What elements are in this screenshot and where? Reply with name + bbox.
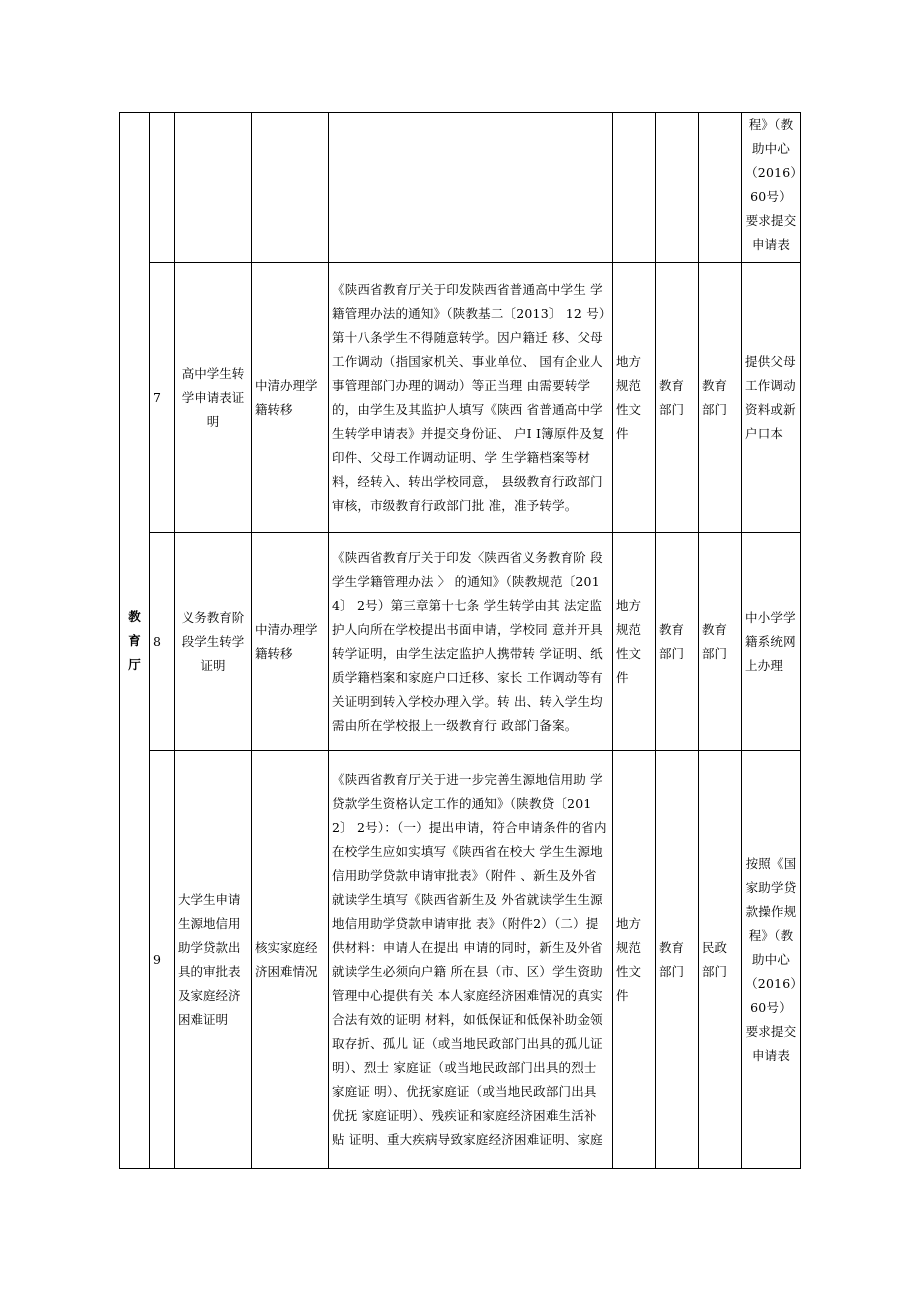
table-row	[120, 751, 801, 1169]
department-cell	[120, 113, 150, 1169]
legal-basis: 《陕西省教育厅关于印发〈陕西省义务教育阶 段学生学籍管理办法 〉 的通知》（陕教规范〔2014〕 2号）第三章第十七条 学生转学由其 法定监护人向所在学校提出书面申请，学校同 意并开具转学证明，由学生法定监护人携带转 学证明、纸质学籍档案和家庭户口迁移、家长 工作调动等有关证明到转入学校办理入学。转 出、转入学生均需由所在学校报上一级教育行 政部门备案。	[329, 533, 613, 751]
certificate-name	[175, 113, 252, 263]
note-cell: 提供父母工作调动资料或新户口本	[742, 263, 801, 533]
verifier-cell	[699, 113, 742, 263]
row-number	[150, 113, 175, 263]
purpose-cell: 中清办理学籍转移	[252, 533, 329, 751]
certificate-table	[119, 112, 801, 1169]
table-row	[120, 113, 801, 263]
purpose-cell	[252, 113, 329, 263]
legal-basis: 《陕西省教育厅关于印发陕西省普通高中学生 学籍管理办法的通知》（陕教基二〔2013〕 12 号）第十八条学生不得随意转学。因户籍迁 移、父母工作调动（指国家机关、事业单位、 国有企业人事管理部门办理的调动）等正当理 由需要转学的，由学生及其监护人填写《陕西 省普通高中学生转学申请表》并提交身份证、 户I I簿原件及复印件、父母工作调动证明、学 生学籍档案等材料，经转入、转出学校同意， 县级教育行政部门审核，市级教育行政部门批 准，准予转学。	[329, 263, 613, 533]
purpose-cell: 核实家庭经济困难情况	[252, 751, 329, 1169]
purpose-cell: 中清办理学籍转移	[252, 263, 329, 533]
certificate-name: 高中学生转学申请表证明	[175, 263, 252, 533]
basis-level: 地方规范性文件	[613, 263, 656, 533]
note-cell: 程》（教助中心（2016）60号）要求提交申请表	[742, 113, 801, 263]
legal-basis: 《陕西省教育厅关于进一步完善生源地信用助 学贷款学生资格认定工作的通知》（陕教贷〔2012〕 2号）：（一）提出申请，符合申请条件的省内在校学生应如实填写《陕西省在校大 学生生源地信用助学贷款申请审批表》（附件 、新生及外省就读学生填写《陕西省新生及 外省就读学生生源地信用助学贷款申请审批 表》（附件2）（二）提供材料：申请人在提出 申请的同时，新生及外省就读学生必须向户籍 所在县（市、区）学生资助管理中心提供有关 本人家庭经济困难情况的真实合法有效的证明 材料，如低保证和低保补助金领取存折、孤儿 证（或当地民政部门出具的孤儿证明）、烈士 家庭证（或当地民政部门出具的烈士家庭证 明）、优抚家庭证（或当地民政部门出具优抚 家庭证明）、残疾证和家庭经济困难生活补贴 证明、重大疾病导致家庭经济困难证明、家庭	[329, 751, 613, 1169]
basis-level: 地方规范性文件	[613, 751, 656, 1169]
basis-level: 地方规范性文件	[613, 533, 656, 751]
table-row	[120, 263, 801, 533]
row-number: 8	[150, 533, 175, 751]
certificate-name: 大学生申请生源地信用助学贷款出具的审批表及家庭经济困难证明	[175, 751, 252, 1169]
row-number: 7	[150, 263, 175, 533]
legal-basis	[329, 113, 613, 263]
verifier-cell: 教育部门	[699, 263, 742, 533]
verifier-cell: 民政部门	[699, 751, 742, 1169]
issuer-cell: 教育部门	[656, 263, 699, 533]
table-row	[120, 533, 801, 751]
note-cell: 按照《国家助学贷款操作规程》（教助中心（2016）60号）要求提交申请表	[742, 751, 801, 1169]
issuer-cell: 教育部门	[656, 533, 699, 751]
issuer-cell: 教育部门	[656, 751, 699, 1169]
verifier-cell: 教育部门	[699, 533, 742, 751]
department-label: 教育厅	[128, 608, 141, 672]
certificate-name: 义务教育阶段学生转学证明	[175, 533, 252, 751]
basis-level	[613, 113, 656, 263]
issuer-cell	[656, 113, 699, 263]
row-number: 9	[150, 751, 175, 1169]
note-cell: 中小学学籍系统网上办理	[742, 533, 801, 751]
